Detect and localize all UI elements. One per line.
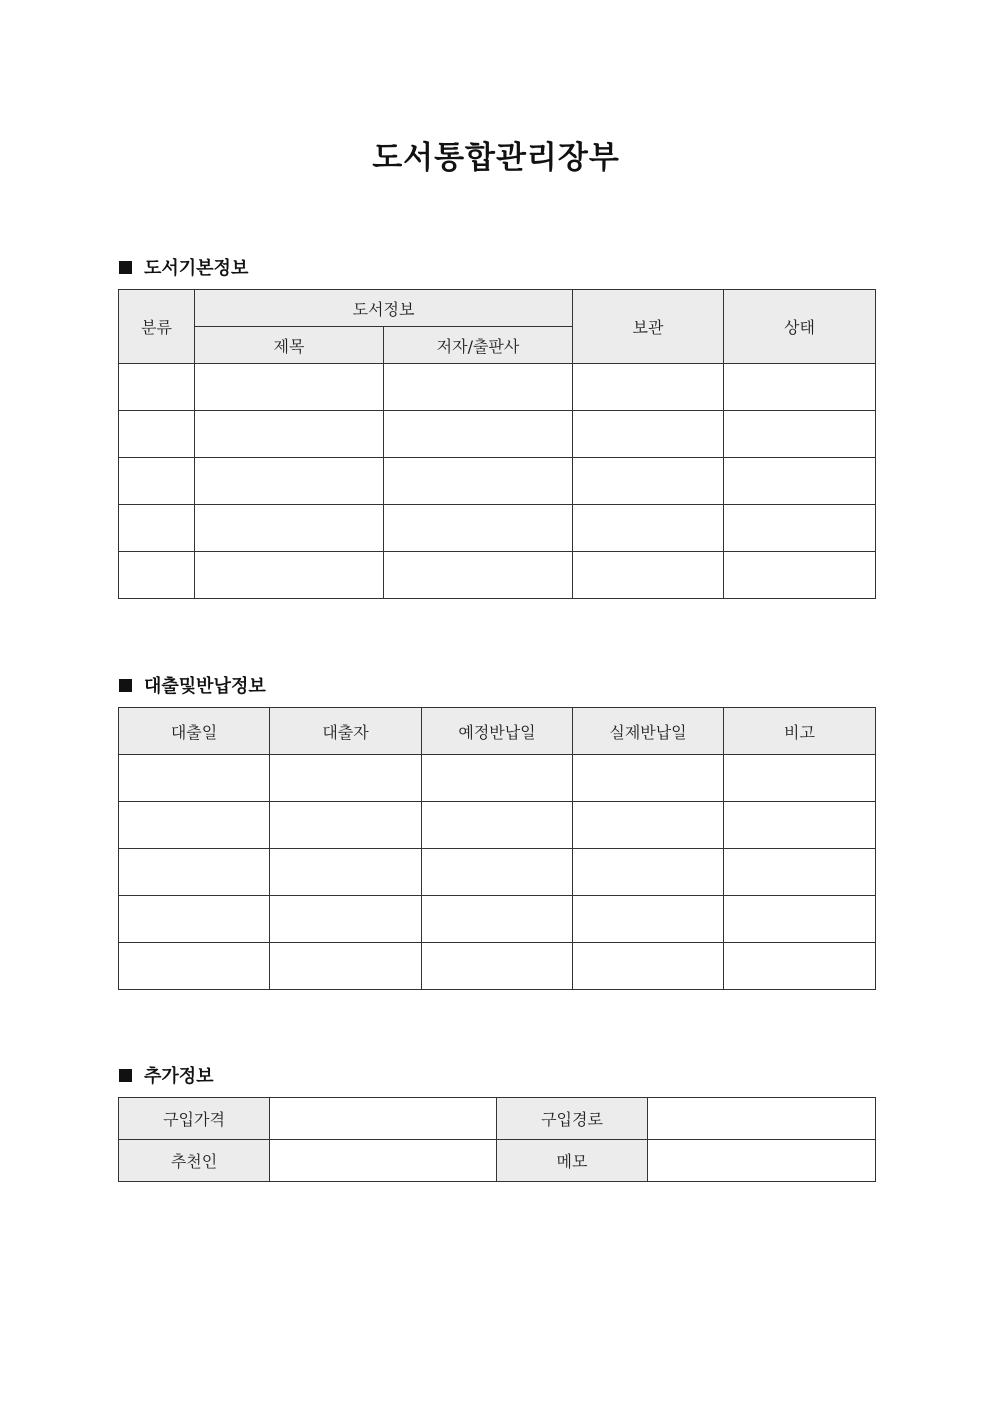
cell-loan-date[interactable] — [119, 943, 270, 990]
cell-title[interactable] — [195, 364, 384, 411]
table-row — [119, 458, 876, 505]
cell-title[interactable] — [195, 411, 384, 458]
header-book-info: 도서정보 — [195, 290, 573, 327]
table-row — [119, 943, 876, 990]
header-status: 상태 — [724, 290, 876, 364]
cell-due-date[interactable] — [422, 943, 573, 990]
cell-loan-date[interactable] — [119, 896, 270, 943]
cell-status[interactable] — [724, 552, 876, 599]
cell-category[interactable] — [119, 364, 195, 411]
square-bullet-icon — [119, 679, 132, 692]
cell-loan-date[interactable] — [119, 802, 270, 849]
header-storage: 보관 — [573, 290, 724, 364]
cell-status[interactable] — [724, 411, 876, 458]
header-return-date: 실제반납일 — [573, 708, 724, 755]
loan-info-table — [118, 707, 876, 990]
section-heading-basic-info — [119, 254, 248, 280]
header-borrower: 대출자 — [270, 708, 422, 755]
value-purchase-route[interactable] — [648, 1098, 876, 1140]
cell-status[interactable] — [724, 364, 876, 411]
section-heading-label: 도서기본정보 — [144, 258, 249, 279]
cell-return-date[interactable] — [573, 755, 724, 802]
cell-status[interactable] — [724, 458, 876, 505]
square-bullet-icon — [119, 261, 132, 274]
value-memo[interactable] — [648, 1140, 876, 1182]
table-row — [119, 896, 876, 943]
cell-return-date[interactable] — [573, 943, 724, 990]
section-heading-label: 추가정보 — [144, 1066, 214, 1087]
cell-author-publisher[interactable] — [384, 411, 573, 458]
cell-author-publisher[interactable] — [384, 552, 573, 599]
cell-due-date[interactable] — [422, 896, 573, 943]
cell-due-date[interactable] — [422, 755, 573, 802]
cell-borrower[interactable] — [270, 849, 422, 896]
section-heading-label: 대출및반납정보 — [144, 676, 266, 697]
cell-category[interactable] — [119, 505, 195, 552]
cell-return-date[interactable] — [573, 802, 724, 849]
section-heading-loan-info — [119, 672, 266, 698]
table-row — [119, 505, 876, 552]
header-loan-date: 대출일 — [119, 708, 270, 755]
cell-remarks[interactable] — [724, 755, 876, 802]
cell-borrower[interactable] — [270, 802, 422, 849]
basic-info-table — [118, 289, 876, 599]
cell-status[interactable] — [724, 505, 876, 552]
square-bullet-icon — [119, 1069, 132, 1082]
cell-author-publisher[interactable] — [384, 458, 573, 505]
table-row — [119, 755, 876, 802]
cell-storage[interactable] — [573, 458, 724, 505]
cell-loan-date[interactable] — [119, 849, 270, 896]
table-row — [119, 1098, 876, 1140]
page-title: 도서통합관리장부 — [372, 140, 620, 176]
header-category: 분류 — [119, 290, 195, 364]
cell-remarks[interactable] — [724, 896, 876, 943]
cell-due-date[interactable] — [422, 849, 573, 896]
header-due-date: 예정반납일 — [422, 708, 573, 755]
table-row — [119, 364, 876, 411]
table-row — [119, 802, 876, 849]
cell-category[interactable] — [119, 552, 195, 599]
cell-loan-date[interactable] — [119, 755, 270, 802]
cell-category[interactable] — [119, 458, 195, 505]
cell-remarks[interactable] — [724, 802, 876, 849]
label-purchase-price: 구입가격 — [119, 1098, 270, 1140]
cell-author-publisher[interactable] — [384, 364, 573, 411]
table-row — [119, 849, 876, 896]
cell-borrower[interactable] — [270, 943, 422, 990]
header-author-publisher: 저자/출판사 — [384, 327, 573, 364]
table-row — [119, 552, 876, 599]
cell-return-date[interactable] — [573, 849, 724, 896]
table-row — [119, 411, 876, 458]
cell-storage[interactable] — [573, 411, 724, 458]
cell-return-date[interactable] — [573, 896, 724, 943]
table-row — [119, 1140, 876, 1182]
extra-info-table — [118, 1097, 876, 1182]
cell-title[interactable] — [195, 552, 384, 599]
cell-title[interactable] — [195, 458, 384, 505]
cell-storage[interactable] — [573, 552, 724, 599]
header-title: 제목 — [195, 327, 384, 364]
cell-due-date[interactable] — [422, 802, 573, 849]
cell-borrower[interactable] — [270, 896, 422, 943]
value-recommender[interactable] — [270, 1140, 497, 1182]
cell-title[interactable] — [195, 505, 384, 552]
cell-storage[interactable] — [573, 505, 724, 552]
label-purchase-route: 구입경로 — [497, 1098, 648, 1140]
cell-remarks[interactable] — [724, 849, 876, 896]
header-remarks: 비고 — [724, 708, 876, 755]
cell-borrower[interactable] — [270, 755, 422, 802]
label-memo: 메모 — [497, 1140, 648, 1182]
value-purchase-price[interactable] — [270, 1098, 497, 1140]
section-heading-extra-info — [119, 1062, 214, 1088]
cell-category[interactable] — [119, 411, 195, 458]
cell-remarks[interactable] — [724, 943, 876, 990]
cell-author-publisher[interactable] — [384, 505, 573, 552]
cell-storage[interactable] — [573, 364, 724, 411]
label-recommender: 추천인 — [119, 1140, 270, 1182]
